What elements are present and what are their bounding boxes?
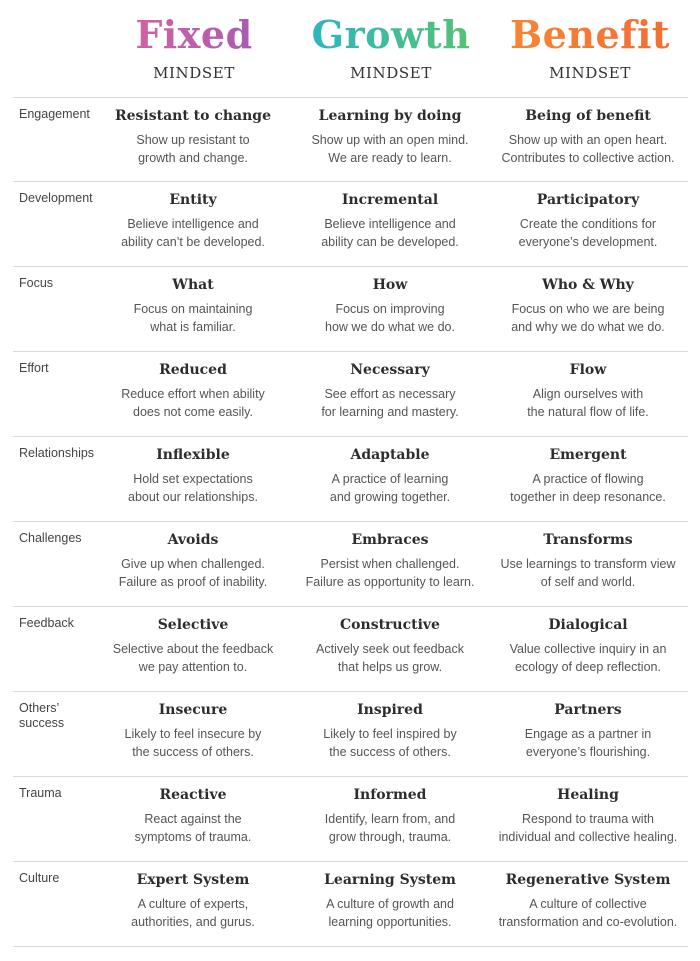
growth-cell [292, 107, 488, 167]
cell-description [95, 131, 291, 167]
fixed-cell [95, 616, 291, 676]
cell-description-line: Show up with an open mind. [311, 133, 469, 147]
cell-description [292, 725, 488, 761]
cell-description-line: Align ourselves with [532, 387, 644, 401]
cell-description-line: Give up when challenged. [121, 557, 265, 571]
benefit-mindset-label: MINDSET [549, 64, 631, 82]
cell-description [95, 895, 291, 931]
cell-title: Constructive [340, 617, 440, 633]
benefit-cell [490, 871, 686, 931]
row-label: Focus [19, 276, 54, 290]
row-label: Others’ success [19, 701, 65, 730]
cell-description-line: A culture of experts, [137, 897, 249, 911]
cell-title: Insecure [158, 702, 228, 718]
row-label: Challenges [19, 531, 82, 545]
cell-description-line: A practice of flowing [532, 472, 644, 486]
growth-cell [292, 361, 488, 421]
cell-title: Embraces [351, 532, 429, 548]
benefit-cell [490, 701, 686, 761]
table-row [13, 607, 688, 692]
cell-title: Necessary [350, 362, 430, 378]
table-row [13, 182, 688, 267]
cell-description-line: together in deep resonance. [510, 490, 666, 504]
growth-mindset-header [291, 10, 491, 82]
cell-description [292, 300, 488, 336]
cell-description [292, 385, 488, 421]
fixed-mindset-header [94, 10, 294, 82]
cell-description-line: everyone’s flourishing. [525, 745, 651, 759]
cell-title: How [372, 277, 408, 293]
cell-description-line: Use learnings to transform view [500, 557, 676, 571]
cell-description [95, 300, 291, 336]
cell-description [490, 300, 686, 336]
growth-cell [292, 446, 488, 506]
cell-title: Inflexible [156, 447, 230, 463]
table-row [13, 352, 688, 437]
cell-description-line: A culture of growth and [326, 897, 454, 911]
cell-description-line: Likely to feel insecure by [124, 727, 262, 741]
cell-description-line: Failure as opportunity to learn. [305, 575, 475, 589]
cell-description-line: transformation and co-evolution. [498, 915, 678, 929]
cell-title: Being of benefit [525, 108, 651, 124]
cell-title: Dialogical [548, 617, 628, 633]
row-label: Culture [19, 871, 60, 885]
cell-description-line: Value collective inquiry in an [509, 642, 667, 656]
cell-description-line: Show up with an open heart. [508, 133, 668, 147]
table-row [13, 862, 688, 947]
cell-description [490, 555, 686, 591]
cell-description-line: Focus on maintaining [133, 302, 253, 316]
benefit-cell [490, 191, 686, 251]
cell-title: Reactive [159, 787, 227, 803]
cell-description-line: and why we do what we do. [511, 320, 665, 334]
cell-description-line: learning opportunities. [328, 915, 452, 929]
cell-description-line: A culture of collective [529, 897, 647, 911]
cell-description-line: Reduce effort when ability [121, 387, 265, 401]
growth-cell [292, 191, 488, 251]
growth-cell [292, 276, 488, 336]
cell-description [490, 725, 686, 761]
cell-description [95, 470, 291, 506]
benefit-cell [490, 786, 686, 846]
cell-description [95, 725, 291, 761]
cell-description-line: A practice of learning [331, 472, 449, 486]
cell-description [95, 385, 291, 421]
cell-description-line: how we do what we do. [325, 320, 455, 334]
cell-title: Avoids [167, 532, 219, 548]
table-row [13, 777, 688, 862]
cell-description-line: Focus on who we are being [511, 302, 665, 316]
cell-description-line: ability can’t be developed. [121, 235, 265, 249]
cell-description-line: individual and collective healing. [498, 830, 678, 844]
fixed-mindset-label: MINDSET [153, 64, 235, 82]
cell-description-line: Likely to feel inspired by [323, 727, 457, 741]
cell-title: Incremental [341, 192, 439, 208]
cell-description [95, 555, 291, 591]
growth-cell [292, 786, 488, 846]
cell-description [490, 131, 686, 167]
row-label: Engagement [19, 107, 90, 121]
cell-title: Participatory [536, 192, 640, 208]
cell-description-line: Failure as proof of inability. [118, 575, 268, 589]
table-row [13, 522, 688, 607]
fixed-cell [95, 531, 291, 591]
growth-mindset-label: MINDSET [350, 64, 432, 82]
cell-title: Healing [557, 787, 619, 803]
cell-description-line: growth and change. [138, 151, 248, 165]
cell-description-line: We are ready to learn. [328, 151, 452, 165]
cell-description-line: ability can be developed. [321, 235, 459, 249]
cell-description [292, 810, 488, 846]
column-headers [0, 0, 700, 96]
benefit-cell [490, 361, 686, 421]
cell-description-line: Contributes to collective action. [501, 151, 675, 165]
cell-description-line: Focus on improving [335, 302, 445, 316]
cell-description-line: the success of others. [329, 745, 451, 759]
cell-description-line: grow through, trauma. [328, 830, 452, 844]
cell-title: What [172, 277, 214, 293]
cell-description-line: and growing together. [329, 490, 451, 504]
cell-description [292, 895, 488, 931]
table-row [13, 97, 688, 182]
benefit-cell [490, 531, 686, 591]
row-label: Trauma [19, 786, 62, 800]
cell-description-line: Respond to trauma with [521, 812, 654, 826]
cell-title: Flow [569, 362, 607, 378]
fixed-cell [95, 361, 291, 421]
benefit-cell [490, 446, 686, 506]
cell-description-line: of self and world. [540, 575, 636, 589]
cell-description [95, 215, 291, 251]
row-label: Feedback [19, 616, 74, 630]
cell-title: Adaptable [350, 447, 430, 463]
fixed-cell [95, 701, 291, 761]
cell-title: Partners [554, 702, 622, 718]
cell-description [95, 810, 291, 846]
growth-cell [292, 871, 488, 931]
cell-description-line: about our relationships. [128, 490, 258, 504]
cell-description-line: React against the [144, 812, 242, 826]
benefit-mindset-header [490, 10, 690, 82]
cell-description [292, 470, 488, 506]
cell-title: Informed [353, 787, 427, 803]
cell-title: Entity [169, 192, 217, 208]
cell-description-line: we pay attention to. [138, 660, 248, 674]
cell-description-line: authorities, and gurus. [131, 915, 255, 929]
cell-description-line: Actively seek out feedback [316, 642, 464, 656]
cell-title: Resistant to change [114, 108, 271, 124]
cell-description [490, 895, 686, 931]
cell-title: Learning System [324, 872, 456, 888]
cell-description [292, 640, 488, 676]
cell-description-line: Create the conditions for [519, 217, 657, 231]
cell-title: Emergent [549, 447, 627, 463]
table-row [13, 692, 688, 777]
growth-cell [292, 701, 488, 761]
growth-heading: Growth [291, 10, 491, 60]
row-label: Effort [19, 361, 49, 375]
cell-description-line: the success of others. [132, 745, 254, 759]
cell-title: Selective [157, 617, 229, 633]
cell-description [490, 470, 686, 506]
fixed-cell [95, 191, 291, 251]
cell-title: Regenerative System [505, 872, 671, 888]
cell-description-line: what is familiar. [150, 320, 236, 334]
cell-description-line: Believe intelligence and [324, 217, 456, 231]
cell-title: Transforms [543, 532, 633, 548]
cell-description [490, 385, 686, 421]
cell-description-line: for learning and mastery. [321, 405, 459, 419]
cell-description-line: that helps us grow. [337, 660, 443, 674]
benefit-cell [490, 616, 686, 676]
table-row [13, 267, 688, 352]
cell-description [292, 215, 488, 251]
comparison-table [13, 97, 688, 947]
table-row [13, 437, 688, 522]
cell-description-line: Show up resistant to [136, 133, 250, 147]
cell-description-line: ecology of deep reflection. [515, 660, 661, 674]
cell-description [490, 640, 686, 676]
cell-description-line: does not come easily. [133, 405, 253, 419]
cell-description-line: Believe intelligence and [127, 217, 259, 231]
cell-title: Reduced [159, 362, 227, 378]
cell-description-line: Hold set expectations [133, 472, 253, 486]
cell-description-line: Identify, learn from, and [324, 812, 456, 826]
fixed-cell [95, 107, 291, 167]
cell-description-line: Persist when challenged. [320, 557, 460, 571]
fixed-cell [95, 276, 291, 336]
fixed-cell [95, 786, 291, 846]
growth-cell [292, 616, 488, 676]
cell-description-line: symptoms of trauma. [134, 830, 252, 844]
cell-description-line: everyone’s development. [518, 235, 658, 249]
cell-description-line: Engage as a partner in [524, 727, 652, 741]
cell-description-line: See effort as necessary [324, 387, 456, 401]
growth-cell [292, 531, 488, 591]
benefit-cell [490, 107, 686, 167]
fixed-cell [95, 871, 291, 931]
row-label: Relationships [19, 446, 95, 460]
fixed-cell [95, 446, 291, 506]
cell-description-line: the natural flow of life. [527, 405, 649, 419]
fixed-heading: Fixed [94, 10, 294, 60]
benefit-heading: Benefit [490, 10, 690, 60]
cell-description [490, 810, 686, 846]
cell-description [95, 640, 291, 676]
benefit-cell [490, 276, 686, 336]
cell-description [292, 555, 488, 591]
cell-title: Who & Why [542, 277, 634, 293]
row-label: Development [19, 191, 93, 205]
cell-title: Inspired [357, 702, 423, 718]
cell-title: Learning by doing [318, 108, 462, 124]
cell-title: Expert System [136, 872, 250, 888]
cell-description [292, 131, 488, 167]
cell-description-line: Selective about the feedback [112, 642, 274, 656]
cell-description [490, 215, 686, 251]
